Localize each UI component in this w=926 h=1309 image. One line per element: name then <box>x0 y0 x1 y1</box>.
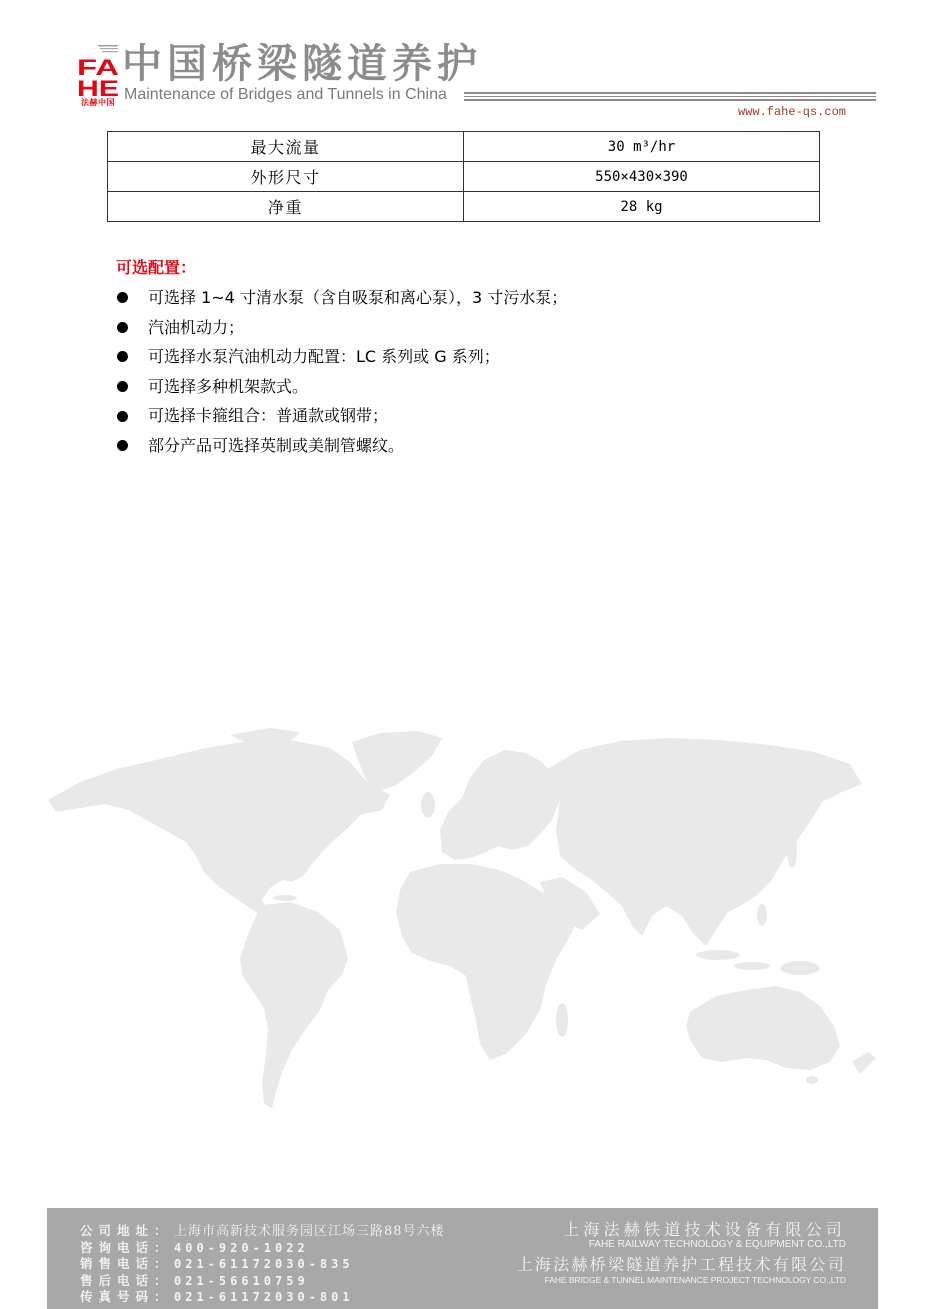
contact-row <box>80 1255 445 1272</box>
contact-value: 021-61172030-835 <box>174 1257 354 1272</box>
options-heading: 可选配置： <box>116 258 197 277</box>
page-footer <box>47 1208 878 1309</box>
option-text: 部分产品可选择英制或美制管螺纹。 <box>148 435 405 455</box>
continent-europe <box>440 750 560 860</box>
option-item <box>0 283 926 313</box>
philippines <box>757 904 767 926</box>
website-url: www.fahe-qs.com <box>737 105 846 119</box>
continent-australia <box>686 986 840 1070</box>
option-item <box>0 372 926 402</box>
continent-south-america <box>240 902 348 1108</box>
bullet-icon <box>117 381 128 392</box>
spec-value: 550×430×390 <box>464 162 820 192</box>
option-text: 可选择多种机架款式。 <box>148 376 309 396</box>
logo-text: FA <box>77 55 120 80</box>
option-item <box>0 342 926 372</box>
contact-row <box>80 1239 445 1256</box>
option-text: 汽油机动力； <box>148 317 245 337</box>
option-item <box>0 401 926 431</box>
spec-table <box>107 131 820 222</box>
bullet-icon <box>117 351 128 362</box>
contact-list <box>80 1222 445 1305</box>
new-guinea <box>780 961 820 975</box>
spec-value: 28 kg <box>464 192 820 222</box>
options-list <box>0 283 926 461</box>
contact-label: 咨询电话： <box>80 1239 173 1255</box>
british-isles <box>421 792 435 818</box>
indonesia <box>734 962 770 970</box>
logo-text: HE <box>77 76 119 98</box>
company-list <box>517 1220 846 1285</box>
contact-value: 400-920-1022 <box>174 1240 309 1255</box>
company-name-cn: 上海法赫铁道技术设备有限公司 <box>563 1220 846 1239</box>
logo-mark <box>76 44 120 98</box>
option-text: 可选择 1~4 寸清水泵（含自吸泵和离心泵），3 寸污水泵； <box>148 288 568 307</box>
japan <box>787 832 797 868</box>
spec-row <box>108 132 820 162</box>
option-text: 可选择水泵汽油机动力配置：LC 系列或 G 系列； <box>148 347 500 367</box>
header-rule <box>464 92 876 94</box>
header-rule <box>464 99 876 101</box>
spec-label: 最大流量 <box>108 132 464 162</box>
contact-value: 021-61172030-801 <box>174 1290 354 1305</box>
world-map-watermark <box>40 720 890 1120</box>
company-name-en: FAHE BRIDGE & TUNNEL MAINTENANCE PROJECT TECHNOLOGY CO.,LTD <box>544 1275 846 1285</box>
spec-row <box>108 192 820 222</box>
logo-caption: 法赫中国 <box>81 98 115 107</box>
bullet-icon <box>117 292 128 303</box>
continent-north-america <box>48 741 390 916</box>
contact-label: 销售电话： <box>80 1256 173 1272</box>
iceland <box>388 763 408 773</box>
spec-label: 净重 <box>108 192 464 222</box>
contact-value: 上海市高新技术服务园区江场三路88号六楼 <box>174 1224 445 1239</box>
caribbean-islands <box>273 895 297 901</box>
contact-label: 传真号码： <box>80 1289 173 1305</box>
contact-row <box>80 1222 445 1239</box>
bullet-icon <box>117 440 128 451</box>
contact-value: 021-56610759 <box>174 1273 309 1288</box>
company-name-cn: 上海法赫桥梁隧道养护工程技术有限公司 <box>516 1255 846 1274</box>
company-name-en: FAHE RAILWAY TECHNOLOGY & EQUIPMENT CO.,LTD <box>588 1239 846 1250</box>
spec-label: 外形尺寸 <box>108 162 464 192</box>
new-zealand <box>852 1052 876 1074</box>
company-logo <box>76 44 120 108</box>
madagascar <box>556 1003 568 1037</box>
contact-row <box>80 1288 445 1305</box>
header-rule <box>464 96 876 97</box>
contact-label: 售后电话： <box>80 1272 173 1288</box>
header-title-en: Maintenance of Bridges and Tunnels in China <box>124 86 447 103</box>
spec-row <box>108 162 820 192</box>
spec-value: 30 m³/hr <box>464 132 820 162</box>
contact-row <box>80 1272 445 1289</box>
option-text: 可选择卡箍组合：普通款或钢带； <box>148 406 389 426</box>
header-title-cn: 中国桥梁隧道养护 <box>122 41 482 87</box>
indonesia <box>696 950 740 960</box>
option-item <box>0 313 926 343</box>
option-item <box>0 431 926 461</box>
bullet-icon <box>117 322 128 333</box>
bullet-icon <box>117 411 128 422</box>
contact-label: 公司地址： <box>80 1223 173 1238</box>
tasmania <box>806 1076 818 1084</box>
